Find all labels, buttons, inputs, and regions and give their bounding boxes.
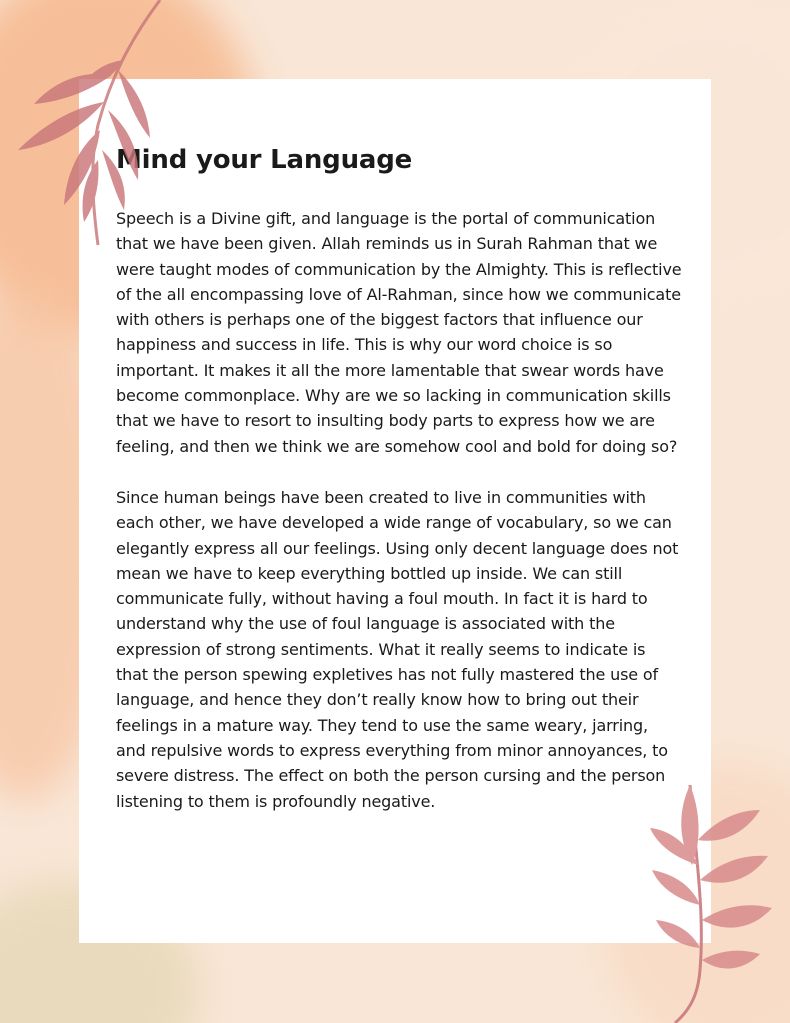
page-title: Mind your Language — [116, 145, 413, 175]
paragraph-2: Since human beings have been created to live in communities with each other, we have developed a wide range of vocabulary, so we can elegantly express all our feelings. Using only decent language does not mean we have to keep everything bottled up inside. We can still communicate fully, without having a foul mouth. In fact it is hard to understand why the use of foul language is associated with the expression of strong sentiments. What it really seems to indicate is that the person spewing expletives has not fully mastered the use of language, and hence they don’t really know how to bring out their feelings in a mature way. They tend to use the same weary, jarring, and repulsive words to express everything from minor annoyances, to severe distress. The effect on both the person cursing and the person listening to them is profoundly negative. — [116, 487, 679, 811]
leaf-branch-bottom-right-icon — [620, 770, 790, 1023]
leaf-branch-top-left-icon — [0, 0, 220, 260]
paragraph-1: Speech is a Divine gift, and language is the portal of communication that we have been given. Allah reminds us in Surah Rahman that we were taught modes of communication by the Almighty. This is reflective of the all encompassing love of Al-Rahman, since how we communicate with others is perhaps one of the biggest factors that influence our happiness and success in life. This is why our word choice is so important. It makes it all the more lamentable that swear words have become commonplace. Why are we so lacking in communication skills that we have to resort to insulting body parts to express how we are feeling, and then we think we are somehow cool and bold for doing so? — [116, 209, 682, 456]
